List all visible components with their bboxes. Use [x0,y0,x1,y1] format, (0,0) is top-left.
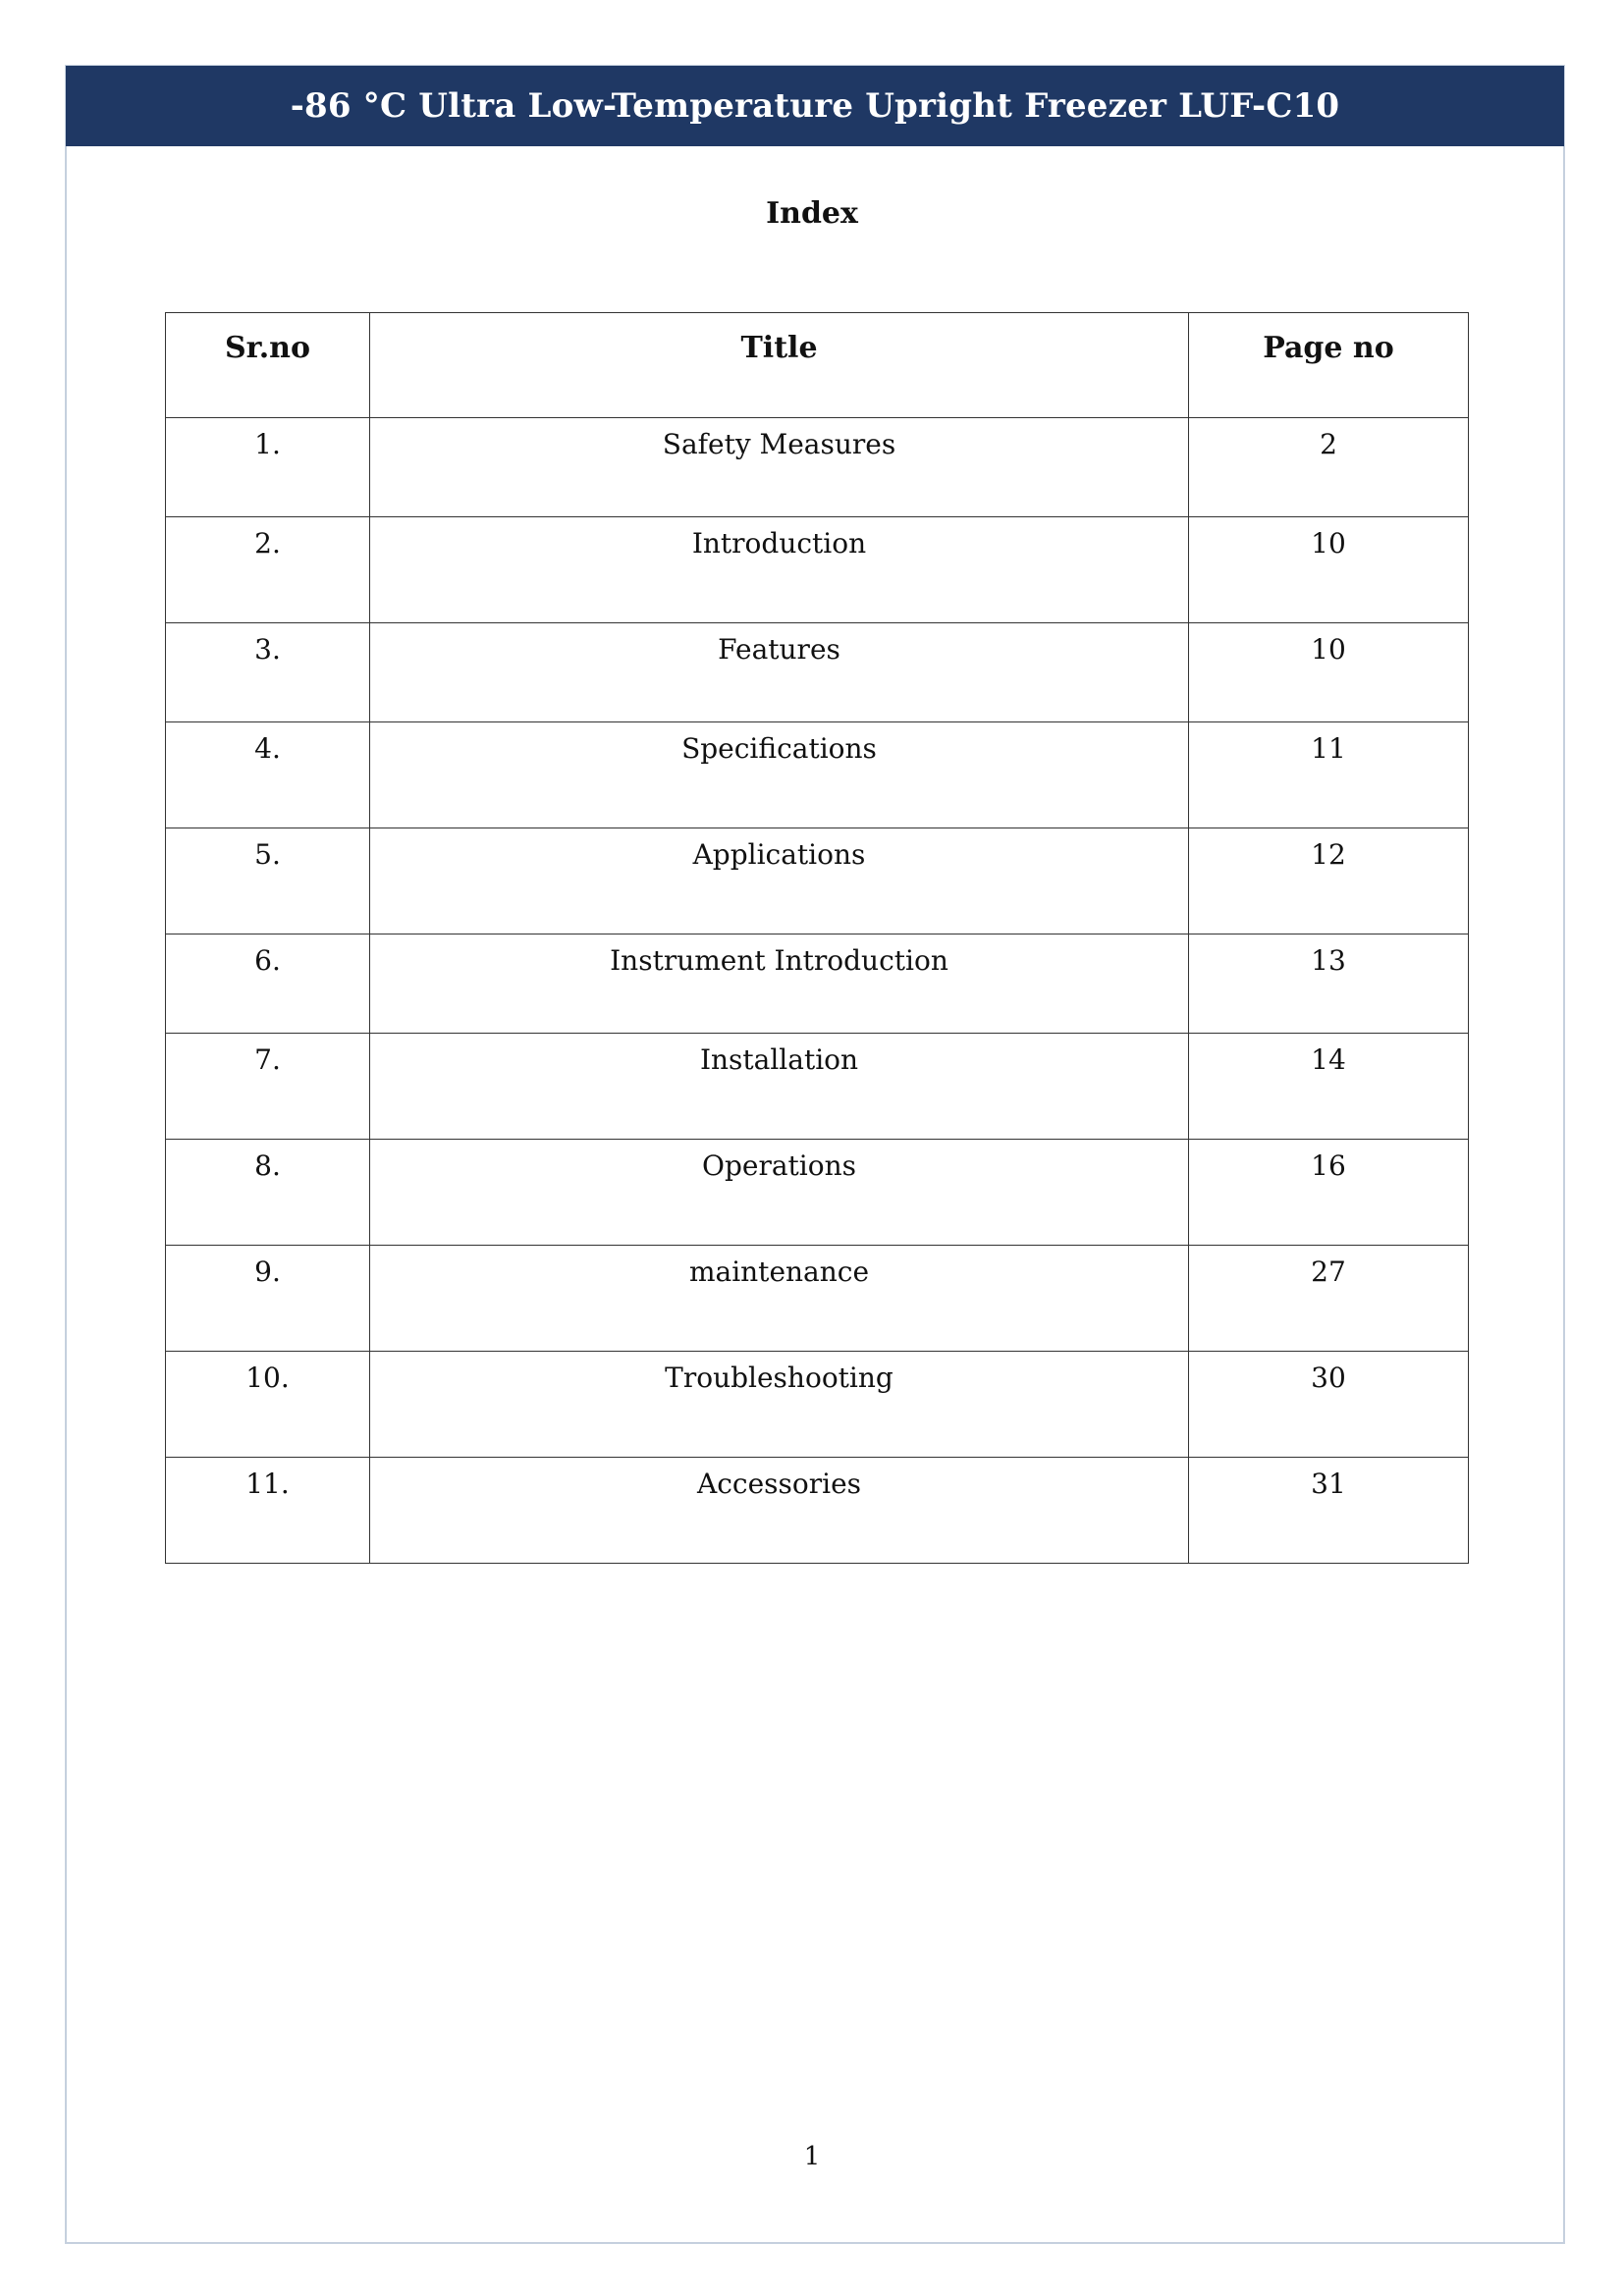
header-bar [66,66,1564,146]
sr-no-cell: 10. [166,1352,370,1458]
title-cell: Accessories [370,1458,1189,1564]
page-no-cell: 14 [1189,1034,1469,1140]
page-no-cell: 2 [1189,418,1469,517]
page-no-cell: 12 [1189,828,1469,934]
table-row [166,934,1469,1034]
column-header-title: Title [370,313,1189,418]
table-row [166,623,1469,722]
page-no-cell: 27 [1189,1246,1469,1352]
sr-no-cell: 4. [166,722,370,828]
page-no-cell: 10 [1189,623,1469,722]
sr-no-cell: 11. [166,1458,370,1564]
table-row [166,828,1469,934]
sr-no-cell: 2. [166,517,370,623]
page-no-cell: 30 [1189,1352,1469,1458]
title-cell: Introduction [370,517,1189,623]
sr-no-cell: 8. [166,1140,370,1246]
table-row [166,418,1469,517]
table-row [166,517,1469,623]
page-number: 1 [803,2142,821,2171]
sr-no-cell: 6. [166,934,370,1034]
index-heading: Index [766,196,858,231]
index-table [165,312,1469,1564]
page-no-cell: 31 [1189,1458,1469,1564]
title-cell: Safety Measures [370,418,1189,517]
table-row [166,1246,1469,1352]
title-cell: Operations [370,1140,1189,1246]
page-no-cell: 16 [1189,1140,1469,1246]
column-header-page-no: Page no [1189,313,1469,418]
title-cell: Installation [370,1034,1189,1140]
title-cell: Troubleshooting [370,1352,1189,1458]
title-cell: Features [370,623,1189,722]
document-title: -86 °C Ultra Low-Temperature Upright Freezer LUF-C10 [290,86,1340,126]
table-header-row [166,313,1469,418]
title-cell: Applications [370,828,1189,934]
sr-no-cell: 5. [166,828,370,934]
page-no-cell: 10 [1189,517,1469,623]
column-header-sr-no: Sr.no [166,313,370,418]
sr-no-cell: 9. [166,1246,370,1352]
title-cell: maintenance [370,1246,1189,1352]
page-no-cell: 13 [1189,934,1469,1034]
sr-no-cell: 3. [166,623,370,722]
title-cell: Instrument Introduction [370,934,1189,1034]
sr-no-cell: 7. [166,1034,370,1140]
table-row [166,1352,1469,1458]
table-row [166,1458,1469,1564]
sr-no-cell: 1. [166,418,370,517]
table-row [166,722,1469,828]
page-no-cell: 11 [1189,722,1469,828]
table-row [166,1140,1469,1246]
table-row [166,1034,1469,1140]
title-cell: Specifications [370,722,1189,828]
